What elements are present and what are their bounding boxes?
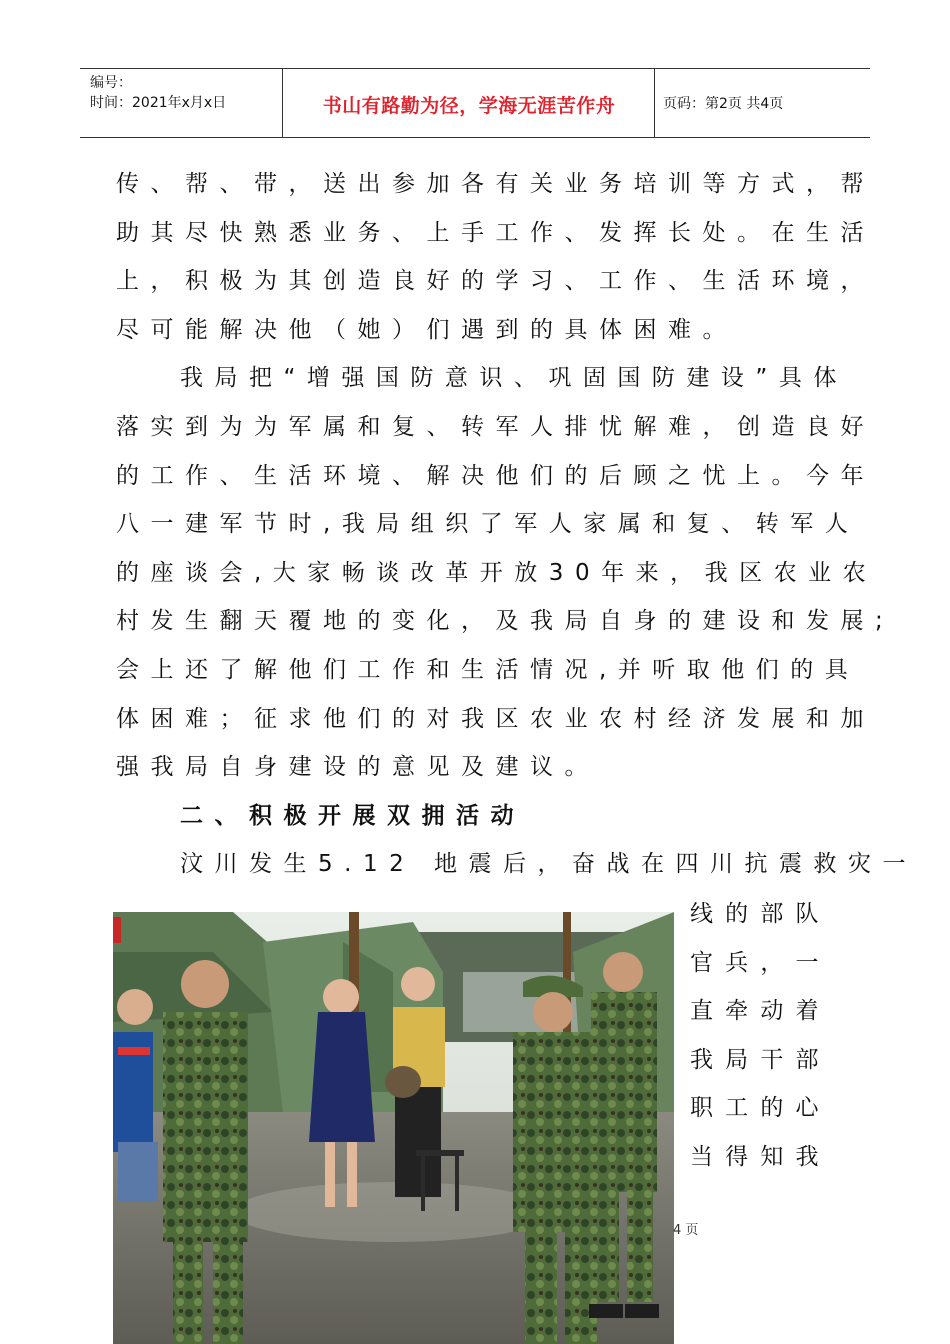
body-line: 强我局自身建设的意见及建议。: [116, 754, 599, 781]
body-line: 职工的心: [690, 1095, 830, 1122]
header-meta: [90, 73, 226, 113]
body-line: 我局把“增强国防意识、巩固国防建设”具体: [180, 365, 848, 392]
body-line: 落实到为为军属和复、转军人排忧解难，创造良好: [116, 413, 875, 440]
body-line: 汶川发生5.12 地震后，奋战在四川抗震救灾一: [180, 851, 918, 878]
event-photo: [113, 912, 674, 1344]
body-text: [116, 160, 918, 889]
body-line: 当得知我: [690, 1143, 830, 1170]
body-line: 尽可能解决他（她）们遇到的具体困难。: [116, 316, 737, 343]
body-line: 助其尽快熟悉业务、上手工作、发挥长处。在生活: [116, 219, 875, 246]
body-line: 线的部队: [690, 901, 830, 927]
document-number-label: 编号：: [90, 75, 132, 91]
body-line: 直牵动着: [690, 998, 830, 1025]
body-line: 上，积极为其创造良好的学习、工作、生活环境，: [116, 268, 875, 295]
wrapped-text: [690, 890, 830, 1182]
page-number-fragment: 4 页: [673, 1223, 699, 1238]
section-heading: 二、积极开展双拥活动: [180, 802, 525, 829]
body-line: 体困难；征求他们的对我区农业农村经济发展和加: [116, 705, 875, 732]
body-line: 的工作、生活环境、解决他们的后顾之忧上。今年: [116, 462, 875, 489]
body-line: 村发生翻天覆地的变化，及我局自身的建设和发展;: [116, 608, 895, 635]
body-line: 的座谈会,大家畅谈改革开放30年来，我区农业农: [116, 559, 878, 586]
header-divider: [654, 69, 655, 137]
header-motto: 书山有路勤为径，学海无涯苦作舟: [322, 95, 616, 117]
page-indicator: 页码：第2页 共4页: [663, 96, 784, 112]
body-line: 八一建军节时,我局组织了军人家属和复、转军人: [116, 511, 860, 538]
document-header: [80, 68, 870, 138]
document-date-label: 时间：2021年x月x日: [90, 95, 227, 111]
body-line: 会上还了解他们工作和生活情况,并听取他们的具: [116, 656, 860, 683]
body-line: 官兵，一: [690, 949, 830, 976]
body-line: 我局干部: [690, 1046, 830, 1073]
body-line: 传、帮、带，送出参加各有关业务培训等方式，帮: [116, 171, 875, 197]
